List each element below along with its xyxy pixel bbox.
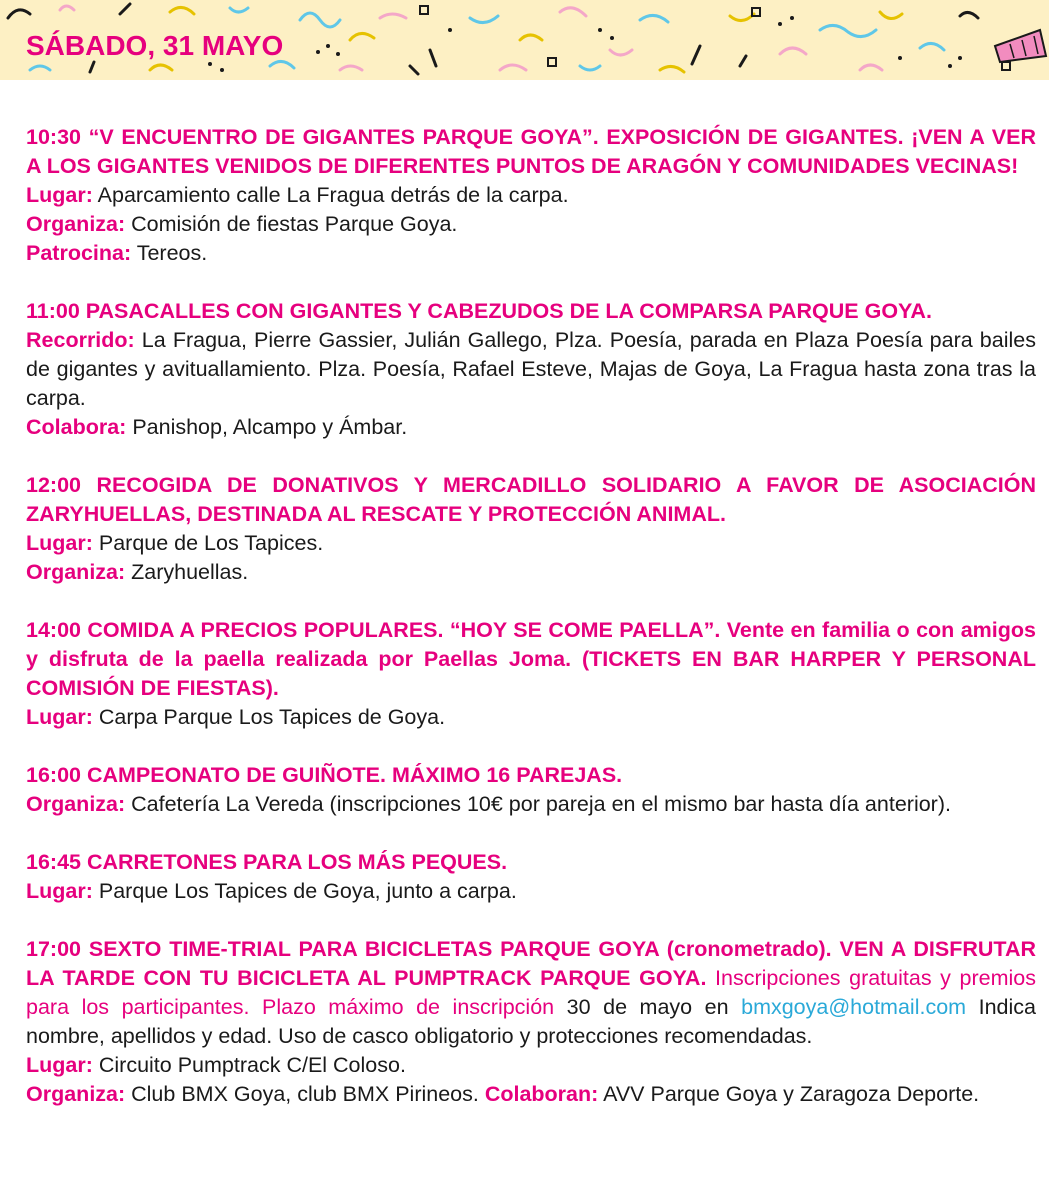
- event-item: [26, 616, 1036, 732]
- detail-text: AVV Parque Goya y Zaragoza Deporte.: [598, 1082, 980, 1106]
- detail-text: Aparcamiento calle La Fragua detrás de la carpa.: [92, 183, 569, 207]
- detail-text: Carpa Parque Los Tapices de Goya.: [92, 705, 446, 729]
- detail-text: Panishop, Alcampo y Ámbar.: [126, 415, 408, 439]
- detail-label: Recorrido:: [26, 328, 135, 352]
- event-item: [26, 123, 1036, 268]
- detail-text: Club BMX Goya, club BMX Pirineos.: [125, 1082, 485, 1106]
- event-item: [26, 471, 1036, 587]
- detail-text: Parque Los Tapices de Goya, junto a carpa.: [92, 879, 517, 903]
- event-item: [26, 848, 1036, 906]
- detail-label: Patrocina:: [26, 241, 132, 265]
- event-detail: [26, 877, 1036, 906]
- event-detail: [26, 413, 1036, 442]
- event-detail: [26, 558, 1036, 587]
- detail-text: Zaryhuellas.: [125, 560, 249, 584]
- registration-deadline: 30 de mayo en: [554, 995, 742, 1019]
- event-title: 16:45 CARRETONES PARA LOS MÁS PEQUES.: [26, 850, 508, 874]
- event-title: 12:00 RECOGIDA DE DONATIVOS Y MERCADILLO SOLIDARIO A FAVOR DE ASOCIACIÓN ZARYHUELLAS, DESTINADA AL RESCATE Y PROTECCIÓN ANIMAL.: [26, 473, 1036, 526]
- detail-label: Organiza:: [26, 792, 126, 816]
- event-detail: [26, 790, 1036, 819]
- detail-text: Tereos.: [131, 241, 208, 265]
- detail-label: Colabora:: [26, 415, 127, 439]
- event-detail: [26, 1080, 1036, 1109]
- event-title: 10:30 “V ENCUENTRO DE GIGANTES PARQUE GOYA”. EXPOSICIÓN DE GIGANTES. ¡VEN A VER A LOS GIGANTES VENIDOS DE DIFERENTES PUNTOS DE ARAGÓN Y COMUNIDADES VECINAS!: [26, 125, 1036, 178]
- detail-label: Organiza:: [26, 1082, 126, 1106]
- detail-label: Lugar:: [26, 1053, 93, 1077]
- event-detail: [26, 326, 1036, 413]
- detail-label: Colaboran:: [484, 1082, 599, 1106]
- event-detail: [26, 1051, 1036, 1080]
- event-detail: [26, 210, 1036, 239]
- page-title: SÁBADO, 31 MAYO: [26, 30, 284, 61]
- detail-label: Lugar:: [26, 183, 93, 207]
- event-list: [26, 123, 1036, 1109]
- event-item: [26, 297, 1036, 442]
- detail-text: Circuito Pumptrack C/El Coloso.: [92, 1053, 406, 1077]
- event-description: [26, 935, 1036, 1051]
- detail-text: Comisión de fiestas Parque Goya.: [125, 212, 458, 236]
- event-title: 17:00 SEXTO TIME-TRIAL PARA BICICLETAS PARQUE GOYA (cronometrado). VEN A DISFRUTAR LA TARDE CON TU BICICLETA AL PUMPTRACK PARQUE GOYA.: [26, 937, 1036, 990]
- event-title: 16:00 CAMPEONATO DE GUIÑOTE. MÁXIMO 16 PAREJAS.: [26, 763, 623, 787]
- event-detail: [26, 181, 1036, 210]
- event-item: [26, 935, 1036, 1109]
- detail-text: La Fragua, Pierre Gassier, Julián Gallego, Plza. Poesía, parada en Plaza Poesía para bailes de gigantes y avituallamiento. Plza. Poesía, Rafael Esteve, Majas de Goya, La Fragua hasta zona tras la carpa.: [26, 328, 1036, 410]
- header-banner: [0, 0, 1049, 80]
- detail-text: Parque de Los Tapices.: [92, 531, 324, 555]
- party-horn-icon: [995, 30, 1046, 62]
- event-title: 14:00 COMIDA A PRECIOS POPULARES. “HOY SE COME PAELLA”. Vente en familia o con amigos y disfruta de la paella realizada por Paellas Joma. (TICKETS EN BAR HARPER Y PERSONAL COMISIÓN DE FIESTAS).: [26, 618, 1036, 700]
- detail-label: Organiza:: [26, 560, 126, 584]
- detail-label: Lugar:: [26, 705, 93, 729]
- event-detail: [26, 529, 1036, 558]
- detail-label: Organiza:: [26, 212, 126, 236]
- detail-label: Lugar:: [26, 531, 93, 555]
- registration-instructions: Indica nombre, apellidos y edad. Uso de casco obligatorio y protecciones recomendadas.: [26, 995, 1036, 1048]
- detail-text: Cafetería La Vereda (inscripciones 10€ por pareja en el mismo bar hasta día anterior).: [125, 792, 951, 816]
- event-title: 11:00 PASACALLES CON GIGANTES Y CABEZUDOS DE LA COMPARSA PARQUE GOYA.: [26, 299, 932, 323]
- email-link[interactable]: bmxgoya@hotmail.com: [741, 995, 967, 1019]
- event-detail: [26, 703, 1036, 732]
- registration-note: Inscripciones gratuitas y premios para los participantes. Plazo máximo de inscripción: [26, 966, 1037, 1019]
- event-item: [26, 761, 1036, 819]
- detail-label: Lugar:: [26, 879, 93, 903]
- event-detail: [26, 239, 1036, 268]
